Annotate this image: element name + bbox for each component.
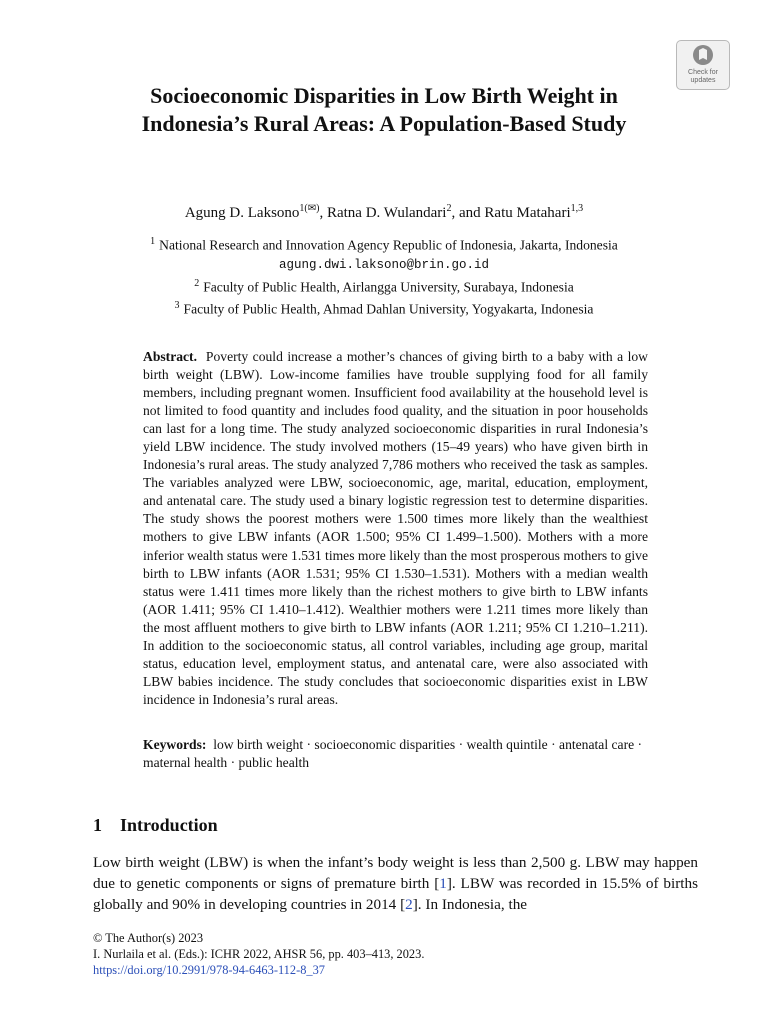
- email-text[interactable]: agung.dwi.laksono@brin.go.id: [278, 258, 490, 273]
- affiliation-item: [80, 297, 688, 319]
- affiliation-email[interactable]: [80, 255, 688, 275]
- author-name: Ratu Matahari: [484, 205, 571, 221]
- doi-link[interactable]: https://doi.org/10.2991/978-94-6463-112-8_37: [93, 963, 325, 977]
- abstract-text: Poverty could increase a mother’s chances of giving birth to a baby with a low birth weight (LBW). Low-income families have trouble supplying food for all family members, including pregnant women. Insufficient food availability at the household level is not limited to food quantity and includes food quality, and the situation in poor households can last for a long time. The study analyzed socioeconomic disparities in rural Indonesia’s yield LBW incidence. The study involved mothers (15–49 years) who have given birth in Indonesia’s rural areas. The study analyzed 7,786 mothers who received the task as samples. The variables analyzed were LBW, socioeconomic, age, marital, education, employment, and antenatal care. The study used a binary logistic regression test to determine disparities. The study shows the poorest mothers were 1.500 times more likely than the wealthiest mothers to give LBW infants (AOR 1.500; 95% CI 1.499–1.500). Mothers with a more inferior wealth status were 1.531 times more likely than the most prosperous mothers to give birth to LBW infants (AOR 1.531; 95% CI 1.530–1.531). Mothers with a median wealth status were 1.411 times more likely than the richest mothers to give birth to LBW infants (AOR 1.411; 95% CI 1.410–1.412). Wealthier mothers were 1.211 times more likely than the most affluent mothers to give birth to LBW infants (AOR 1.211; 95% CI 1.210–1.211). In addition to the socioeconomic status, all control variables, including age group, marital status, education level, employment status, and antenatal care, were also associated with LBW babies incidence. The study concludes that socioeconomic disparities exist in LBW incidence in Indonesia’s rural areas.: [143, 349, 648, 707]
- affiliation-item: [80, 275, 688, 297]
- intro-text: ]. In Indonesia, the: [412, 896, 528, 913]
- intro-text: Low birth weight (LBW) is when the infant’s body weight is less than 2,500 g. LBW may happen due to genetic components or signs of premature birth [: [93, 854, 698, 892]
- section-title: Introduction: [120, 815, 218, 835]
- affiliation-text: Faculty of Public Health, Ahmad Dahlan University, Yogyakarta, Indonesia: [183, 301, 594, 317]
- affiliation-text: Faculty of Public Health, Airlangga University, Surabaya, Indonesia: [203, 279, 574, 295]
- paper-title: Socioeconomic Disparities in Low Birth Weight in Indonesia’s Rural Areas: A Population-Based Study: [141, 83, 627, 136]
- badge-label-line2: updates: [690, 77, 716, 84]
- footer-notice: [93, 930, 698, 978]
- abstract-label: Abstract.: [143, 349, 197, 364]
- author-name: Ratna D. Wulandari: [326, 205, 447, 221]
- check-for-updates-badge[interactable]: [676, 40, 730, 90]
- copyright: © The Author(s) 2023: [93, 931, 204, 945]
- citation-line: I. Nurlaila et al. (Eds.): ICHR 2022, AHSR 56, pp. 403–413, 2023.: [93, 947, 425, 961]
- affiliation-list: [80, 233, 688, 319]
- author-name: Agung D. Laksono: [184, 205, 300, 221]
- affiliation-item: [80, 233, 688, 255]
- keywords-label: Keywords:: [143, 737, 207, 752]
- citation-link[interactable]: 2: [405, 896, 413, 913]
- author-affil-mark: 1,3: [570, 203, 584, 214]
- abstract: [143, 348, 648, 709]
- keywords: [143, 736, 648, 772]
- keywords-text: low birth weight · socioeconomic disparities · wealth quintile · antenatal care · maternal health · public health: [143, 737, 643, 771]
- intro-text: ]. LBW was recorded in 15.5% of births globally and 90% in developing countries in 2014 [: [93, 875, 698, 913]
- section-heading: [93, 814, 218, 836]
- affiliation-mark: 1: [150, 236, 156, 247]
- author-separator: , and: [451, 205, 485, 221]
- section-number: 1: [93, 815, 102, 835]
- intro-paragraph: [93, 852, 698, 915]
- author-separator: ,: [319, 205, 327, 221]
- affiliation-text: National Research and Innovation Agency Republic of Indonesia, Jakarta, Indonesia: [159, 237, 618, 253]
- affiliation-mark: 3: [174, 299, 180, 311]
- citation-link[interactable]: 1: [439, 875, 447, 892]
- affiliation-mark: 2: [194, 277, 200, 289]
- badge-label-line1: Check for: [688, 69, 718, 76]
- check-for-updates-icon: [690, 44, 716, 68]
- author-affil-mark[interactable]: 1(✉): [299, 203, 320, 214]
- author-affil-mark: 2: [446, 203, 452, 214]
- author-list: [80, 199, 688, 223]
